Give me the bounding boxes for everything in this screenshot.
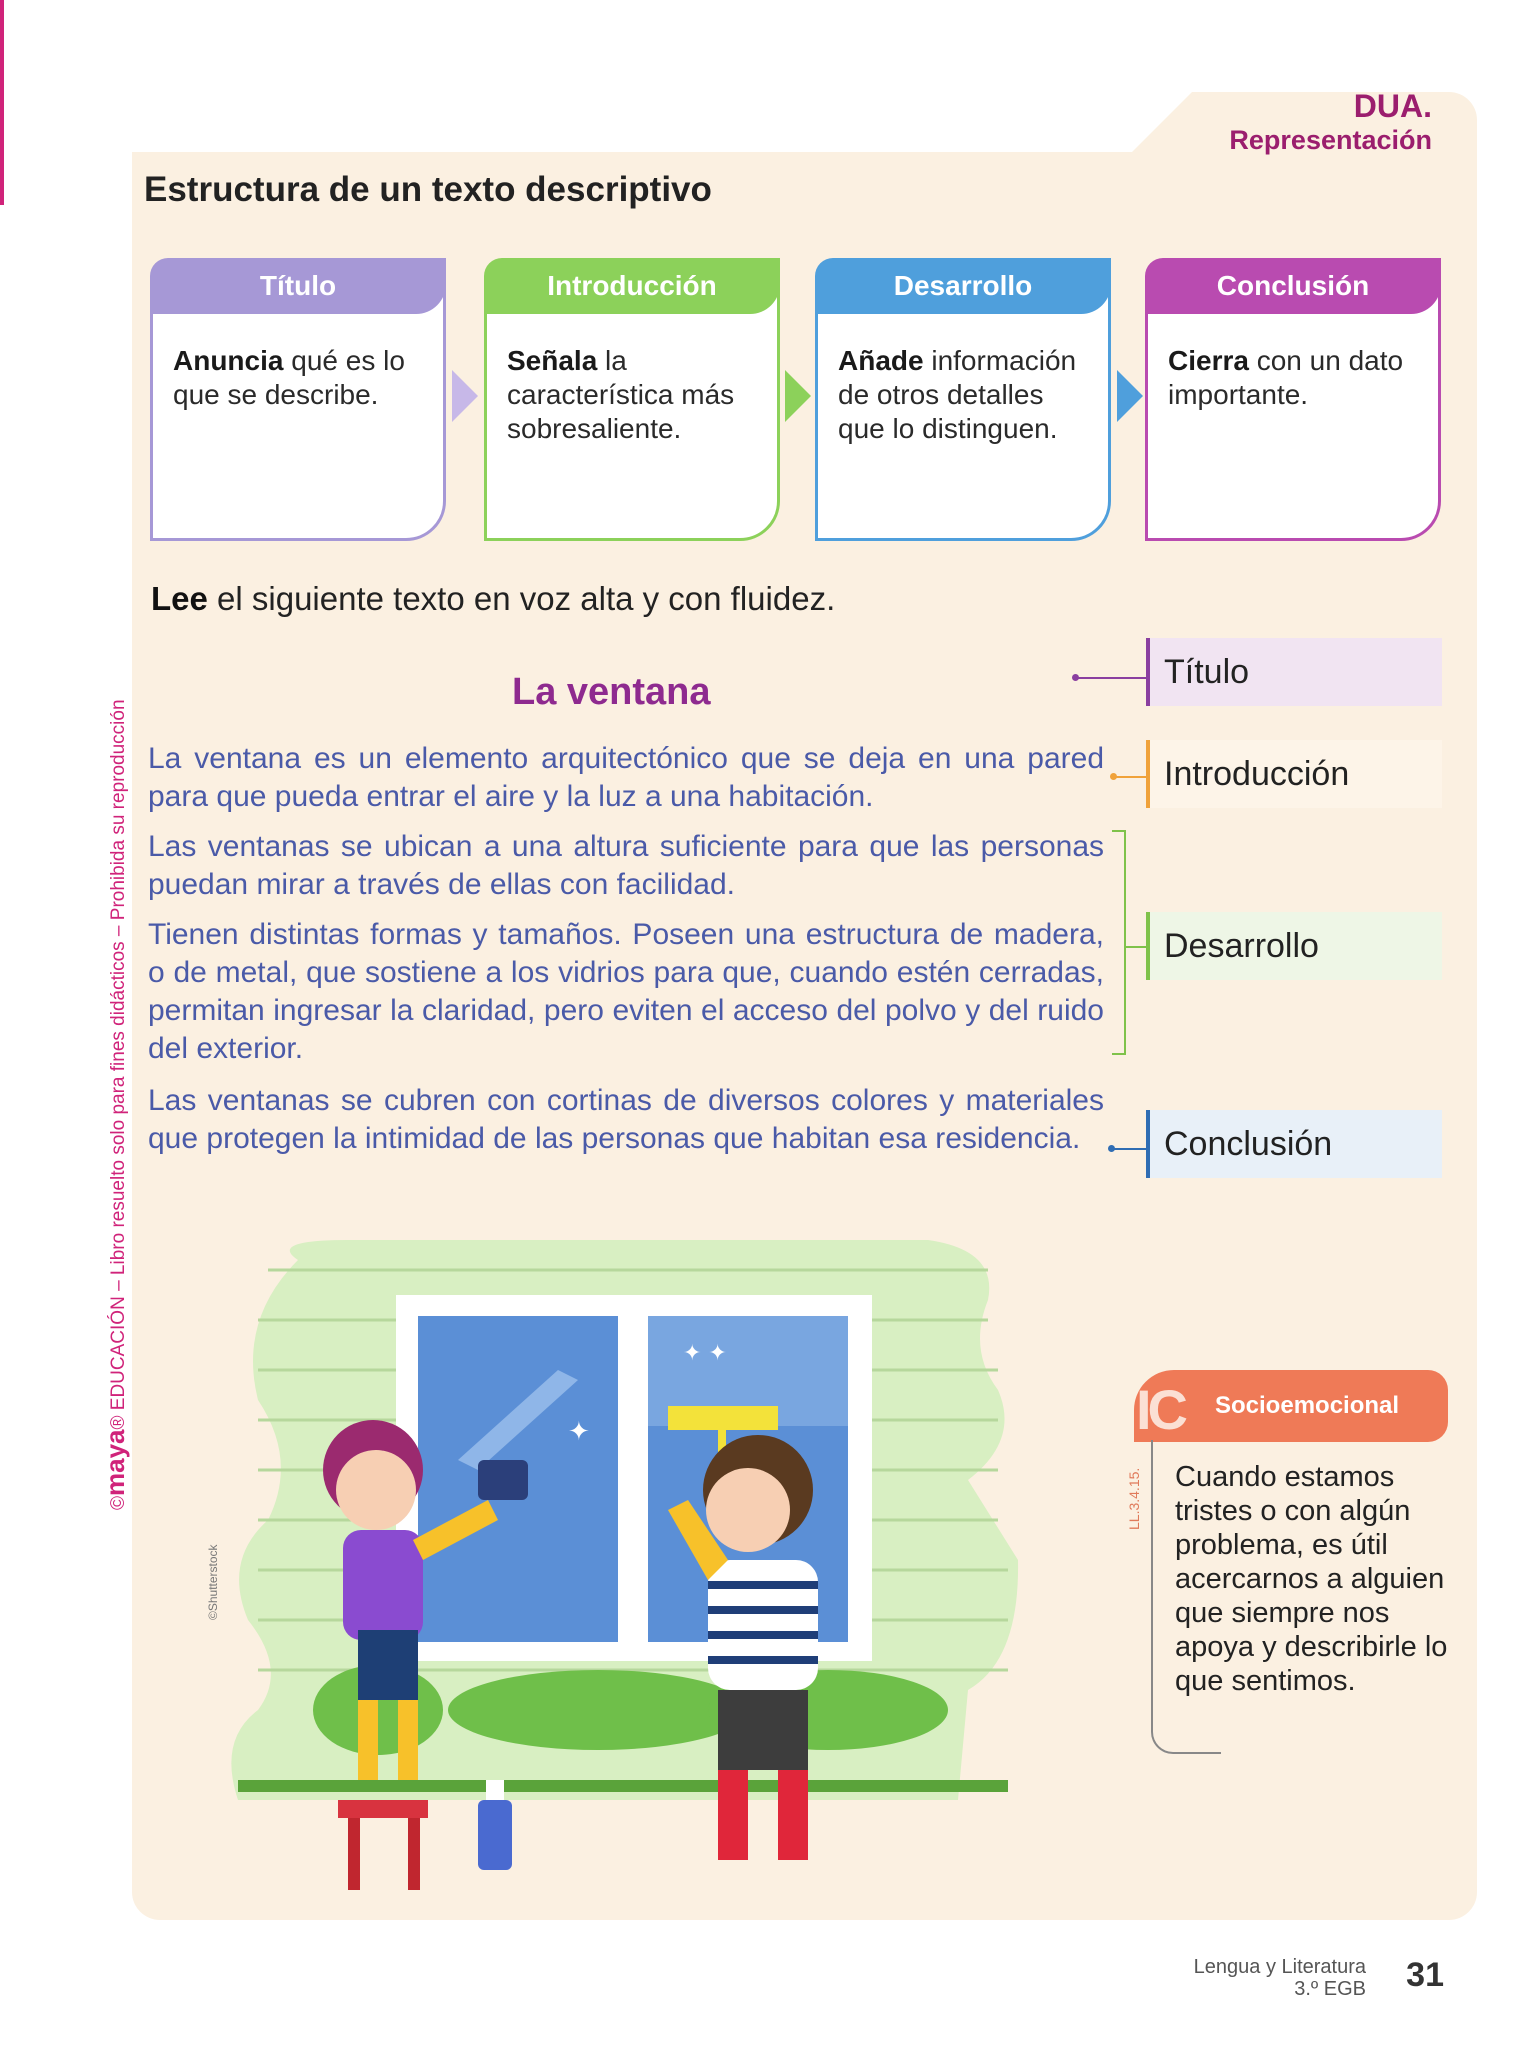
- socioemocional-text: Cuando estamos tristes o con algún problema, es útil acercarnos a alguien que siempre nos apoya y describirle lo que sentimos.: [1175, 1461, 1448, 1697]
- section-title: Estructura de un texto descriptivo: [144, 170, 712, 209]
- card-titulo-body: [153, 314, 443, 412]
- ic-logo-icon: IC: [1136, 1378, 1184, 1441]
- arrow-right-icon: [1117, 370, 1143, 422]
- card-introduccion-bold: Señala: [507, 345, 598, 376]
- page-number: 31: [1406, 1956, 1444, 1994]
- card-desarrollo-header: Desarrollo: [815, 258, 1111, 314]
- connector-dot: [1110, 773, 1117, 780]
- card-conclusion-text: con un dato importante.: [1168, 345, 1404, 410]
- connector-line: [1126, 946, 1146, 948]
- card-titulo-header: Título: [150, 258, 446, 314]
- card-introduccion-header: Introducción: [484, 258, 780, 314]
- card-desarrollo-text: información de otros detalles que lo distinguen.: [838, 345, 1077, 444]
- dua-header: [1229, 88, 1432, 156]
- connector-line: [1112, 1148, 1146, 1150]
- paragraph-conclusion: Las ventanas se cubren con cortinas de diversos colores y materiales que protegen la intimidad de las personas que habitan esa residencia.: [148, 1084, 1104, 1155]
- arrow-right-icon: [452, 370, 478, 422]
- story-title: La ventana: [512, 671, 711, 713]
- card-titulo-bold: Anuncia: [173, 345, 284, 376]
- arrow-right-icon: [785, 370, 811, 422]
- card-titulo: [150, 258, 446, 541]
- card-conclusion-header: Conclusión: [1145, 258, 1441, 314]
- card-introduccion-body: [487, 314, 777, 446]
- footer-subject-name: Lengua y Literatura: [1193, 1956, 1366, 1978]
- socioemocional-label: Socioemocional: [1215, 1392, 1400, 1419]
- footer-subject: [1194, 1956, 1366, 2000]
- card-desarrollo: [815, 258, 1111, 541]
- instruction-text: el siguiente texto en voz alta y con fluidez.: [207, 580, 836, 617]
- card-conclusion-body: [1148, 314, 1438, 412]
- page-edge-bar: [0, 0, 4, 205]
- socioemocional-code: LL.3.4.15.: [1126, 1467, 1142, 1530]
- footer-grade: 3.º EGB: [1294, 1978, 1366, 2000]
- card-desarrollo-bold: Añade: [838, 345, 924, 376]
- image-credit: ©Shutterstock: [206, 1544, 220, 1620]
- dua-title: DUA.: [1353, 88, 1432, 124]
- paragraph-desarrollo-2: Tienen distintas formas y tamaños. Poseen una estructura de madera, o de metal, que sostiene a los vidrios para que, cuando estén cerradas, permitan ingresar la claridad, pero eviten el acceso del polvo y del ruido del exterior.: [148, 918, 1104, 1065]
- paragraph-introduccion: La ventana es un elemento arquitectónico que se deja en una pared para que pueda entrar el aire y la luz a una habitación.: [148, 742, 1104, 813]
- instruction-bold: Lee: [151, 580, 208, 617]
- desarrollo-bracket: [1112, 830, 1126, 1055]
- connector-line: [1076, 677, 1146, 679]
- paragraph-desarrollo-1: Las ventanas se ubican a una altura suficiente para que las personas puedan mirar a través de ellas con facilidad.: [148, 830, 1104, 901]
- reading-instruction: [151, 580, 835, 618]
- card-introduccion: [484, 258, 780, 541]
- connector-line: [1112, 776, 1146, 778]
- label-titulo: Título: [1146, 638, 1442, 706]
- card-conclusion: [1145, 258, 1441, 541]
- svg-text:✦: ✦: [568, 1417, 590, 1447]
- label-conclusion: Conclusión: [1146, 1110, 1442, 1178]
- svg-text:✦ ✦: ✦ ✦: [683, 1341, 727, 1366]
- label-desarrollo: Desarrollo: [1146, 912, 1442, 980]
- brand-logo: maya: [100, 1429, 130, 1496]
- card-titulo-text: qué es lo que se describe.: [173, 345, 405, 410]
- children-cleaning-window-illustration: [228, 1240, 1020, 1890]
- card-conclusion-bold: Cierra: [1168, 345, 1249, 376]
- label-introduccion: Introducción: [1146, 740, 1442, 808]
- side-credit-text: EDUCACIÓN – Libro resuelto solo para fines didácticos – Prohibida su reproducción: [108, 699, 129, 1411]
- dua-subtitle: Representación: [1229, 125, 1432, 155]
- card-introduccion-text: la característica más sobresaliente.: [507, 345, 735, 444]
- side-credit: ©maya® EDUCACIÓN – Libro resuelto solo para fines didácticos – Prohibida su reproducción: [100, 699, 130, 1510]
- card-desarrollo-body: [818, 314, 1108, 446]
